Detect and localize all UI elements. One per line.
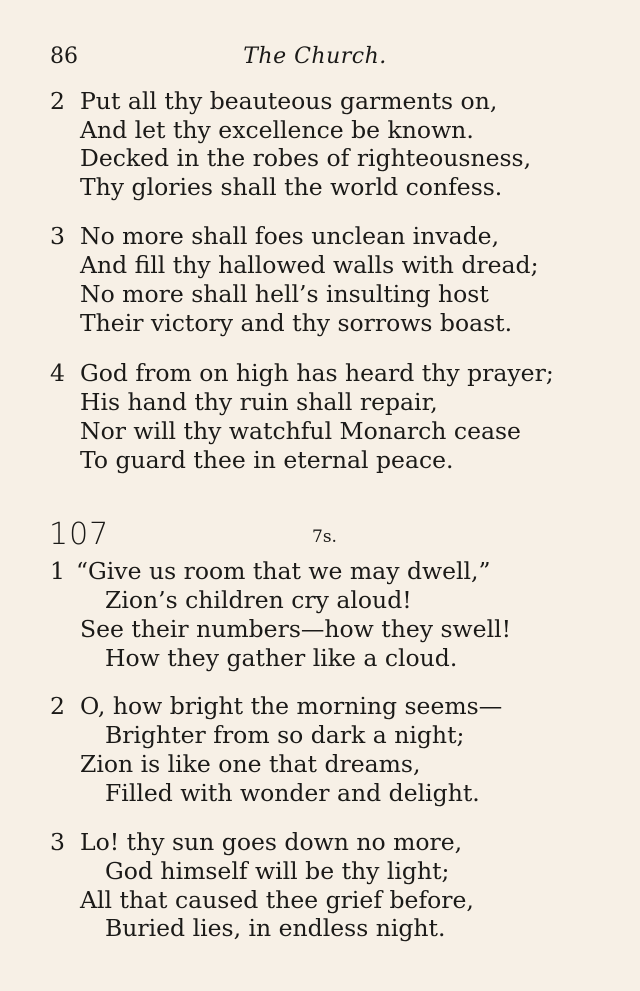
verse-line: And let thy excellence be known.: [80, 116, 474, 144]
verse-line: O, how bright the morning seems—: [80, 692, 503, 720]
verse-line: Lo! thy sun goes down no more,: [80, 828, 463, 856]
verse-line: Put all thy beauteous garments on,: [80, 87, 498, 115]
verse-line: See their numbers—how they swell!: [80, 615, 512, 643]
verse-line: Nor will thy watchful Monarch cease: [80, 417, 521, 445]
verse-line: Their victory and thy sorrows boast.: [80, 309, 513, 337]
verse-number: 4: [50, 359, 65, 387]
verse-number: 1: [50, 557, 65, 585]
verse-line: And fill thy hallowed walls with dread;: [80, 251, 539, 279]
running-title: The Church.: [243, 44, 387, 69]
verse-number: 2: [50, 87, 65, 115]
verse-line: All that caused thee grief before,: [80, 886, 474, 914]
hymn-number: 107: [49, 517, 110, 552]
verse-line: Filled with wonder and delight.: [105, 779, 480, 807]
verse-line: No more shall foes unclean invade,: [80, 222, 500, 250]
verse-line: Brighter from so dark a night;: [105, 721, 465, 749]
verse-line: Buried lies, in endless night.: [105, 914, 446, 942]
page-number: 86: [50, 44, 78, 69]
verse-line: Zion is like one that dreams,: [80, 750, 421, 778]
verse-line: Zion’s children cry aloud!: [105, 586, 412, 614]
page-header: [50, 44, 580, 74]
verse-number: 3: [50, 828, 65, 856]
verse-line: God himself will be thy light;: [105, 857, 450, 885]
verse-line: No more shall hell’s insulting host: [80, 280, 489, 308]
verse-line: To guard thee in eternal peace.: [80, 446, 454, 474]
verse-number: 3: [50, 222, 65, 250]
verse-line: Decked in the robes of righteousness,: [80, 144, 532, 172]
hymn-meter: 7s.: [312, 527, 337, 547]
verse-number: 2: [50, 692, 65, 720]
verse-line: “Give us room that we may dwell,”: [76, 557, 491, 585]
verse-line: How they gather like a cloud.: [105, 644, 458, 672]
verse-line: God from on high has heard thy prayer;: [80, 359, 554, 387]
verse-line: Thy glories shall the world confess.: [80, 173, 503, 201]
verse-line: His hand thy ruin shall repair,: [80, 388, 438, 416]
